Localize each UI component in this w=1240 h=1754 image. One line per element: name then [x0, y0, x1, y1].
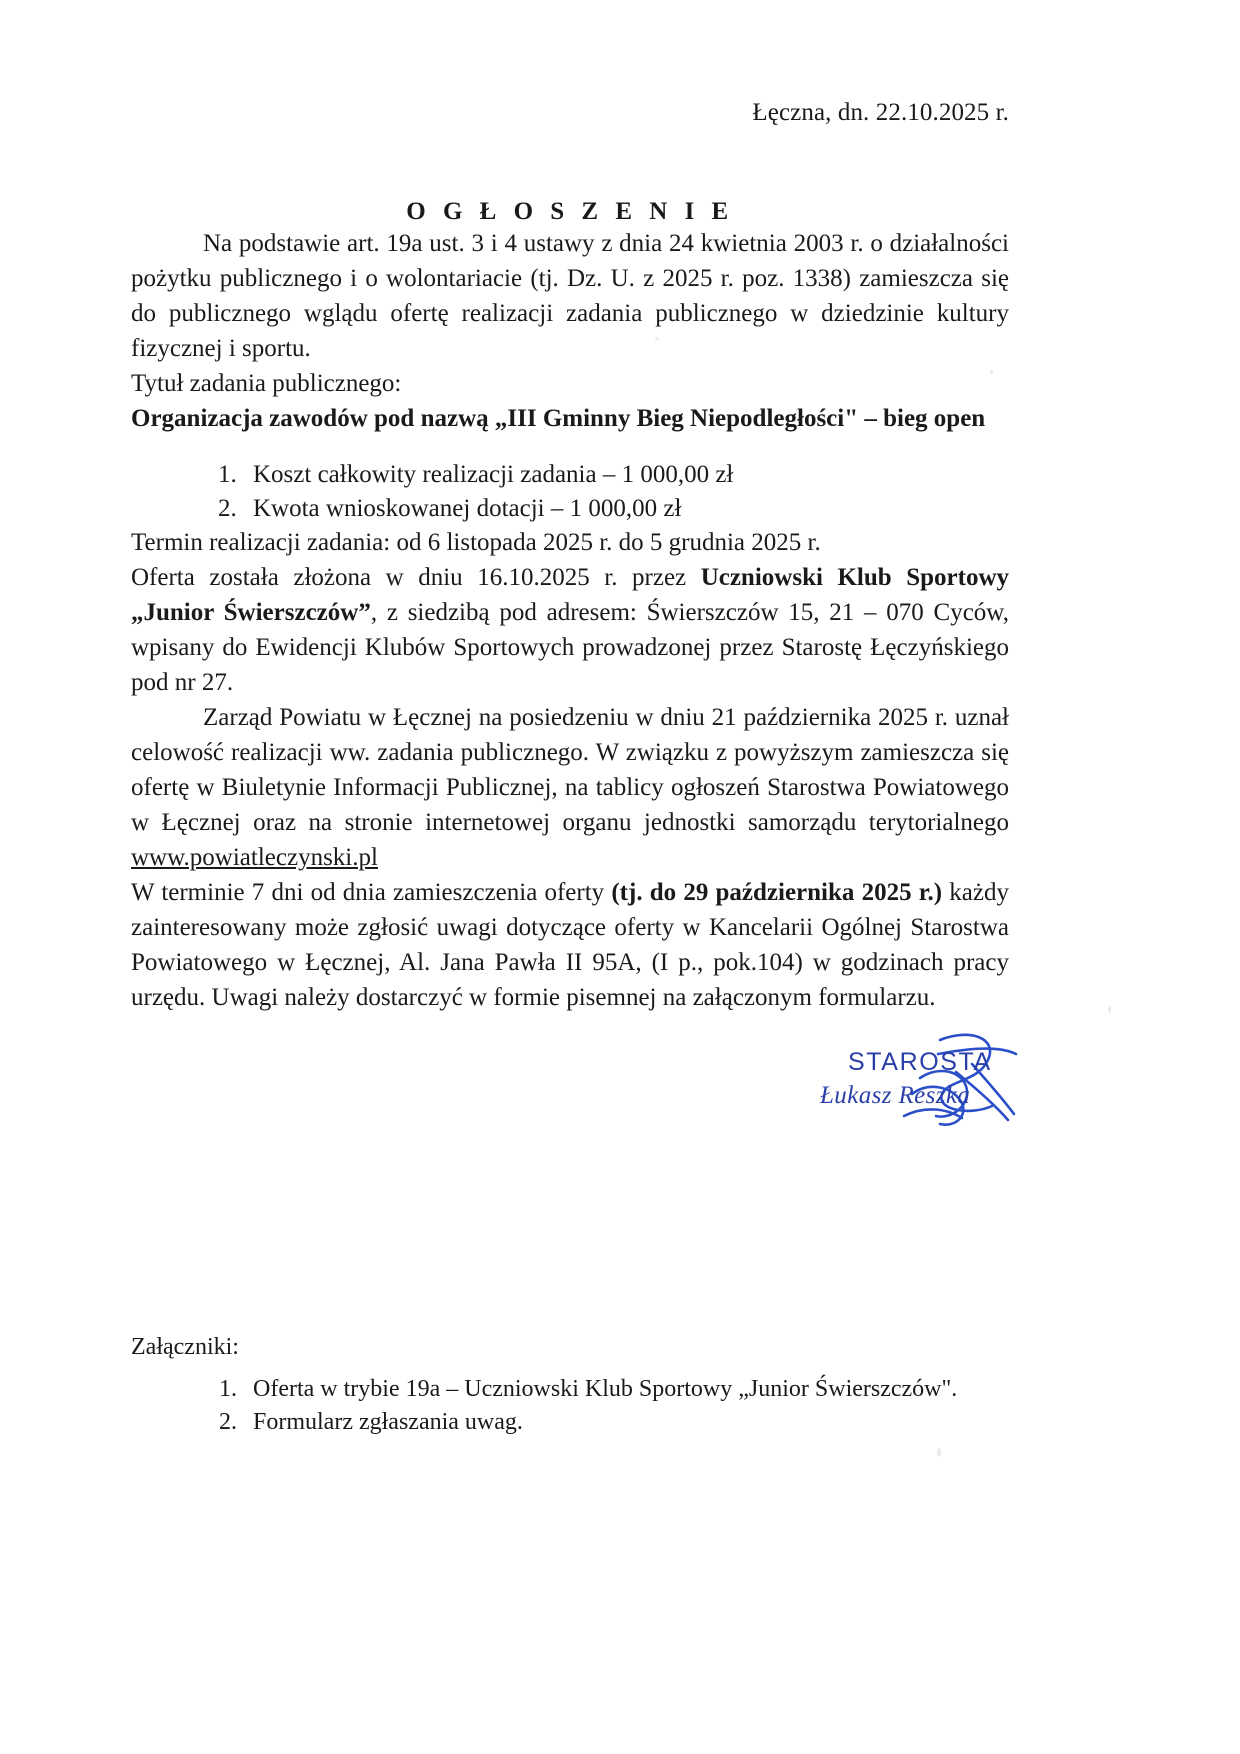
attachments-list	[131, 1373, 1009, 1439]
term-line: Termin realizacji zadania: od 6 listopada 2025 r. do 5 grudnia 2025 r.	[131, 529, 821, 556]
list-item: 2. Kwota wnioskowanej dotacji – 1 000,00 zł	[243, 492, 1009, 526]
organization-name: Uczniowski Klub Sportowy „Junior Świerszczów	[131, 564, 1009, 626]
offer-paragraph	[131, 560, 1009, 700]
website-link[interactable]: www.powiatleczynski.pl	[131, 844, 378, 871]
organization-name-quote: ”	[358, 599, 371, 626]
task-title: Organizacja zawodów pod nazwą „III Gminny Bieg Niepodległości" – bieg open	[131, 405, 986, 432]
page-title: O G Ł O S Z E N I E	[406, 198, 734, 225]
document-body	[131, 0, 1009, 1015]
signature-title: STAROSTA	[848, 1048, 992, 1076]
deadline-suffix: każdy zainteresowany może zgłosić uwagi dotyczące oferty w Kancelarii Ogólnej Starostwa Powiatowego w Łęcznej, Al. Jana Pawła II 95A, (I p., pok.104) w godzinach pracy urzędu. Uwagi należy dostarczyć w formie pisemnej na załączonym formularzu.	[131, 879, 1009, 1011]
board-paragraph	[131, 700, 1009, 875]
signature-block	[820, 1020, 1110, 1150]
deadline-prefix: W terminie 7 dni od dnia zamieszczenia oferty	[131, 879, 612, 906]
cost-list	[131, 458, 1009, 525]
signature-name: Łukasz Reszka	[820, 1082, 971, 1109]
attachments-label: Załączniki:	[131, 1334, 239, 1360]
attachments-section	[131, 1332, 1009, 1439]
scan-speckle	[1108, 1006, 1111, 1013]
task-title-label: Tytuł zadania publicznego:	[131, 370, 402, 397]
list-item: 2. Formularz zgłaszania uwag.	[243, 1406, 1009, 1439]
board-paragraph-text: Zarząd Powiatu w Łęcznej na posiedzeniu w dniu 21 października 2025 r. uznał celowość realizacji ww. zadania publicznego. W związku z powyższym zamieszcza się ofertę w Biuletynie Informacji Publicznej, na tablicy ogłoszeń Starostwa Powiatowego w Łęcznej oraz na stronie internetowej organu jednostki samorządu terytorialnego	[131, 704, 1009, 836]
offer-prefix: Oferta została złożona w dniu 16.10.2025 r. przez	[131, 564, 701, 591]
scan-speckle	[937, 1448, 941, 1457]
list-item: 1. Oferta w trybie 19a – Uczniowski Klub Sportowy „Junior Świerszczów".	[243, 1373, 1009, 1406]
deadline-date: (tj. do 29 października 2025 r.)	[611, 879, 943, 906]
list-item: 1. Koszt całkowity realizacji zadania – 1 000,00 zł	[243, 458, 1009, 492]
offer-suffix: , z siedzibą pod adresem: Świerszczów 15, 21 – 070 Cyców, wpisany do Ewidencji Klubów Sportowych prowadzonej przez Starostę Łęczyńskiego pod nr 27.	[131, 599, 1009, 696]
intro-paragraph: Na podstawie art. 19a ust. 3 i 4 ustawy z dnia 24 kwietnia 2003 r. o działalności pożytku publicznego i o wolontariacie (tj. Dz. U. z 2025 r. poz. 1338) zamieszcza się do publicznego wglądu ofertę realizacji zadania publicznego w dziedzinie kultury fizycznej i sportu.	[131, 230, 1009, 362]
deadline-paragraph	[131, 875, 1009, 1015]
place-and-date: Łęczna, dn. 22.10.2025 r.	[752, 99, 1009, 126]
